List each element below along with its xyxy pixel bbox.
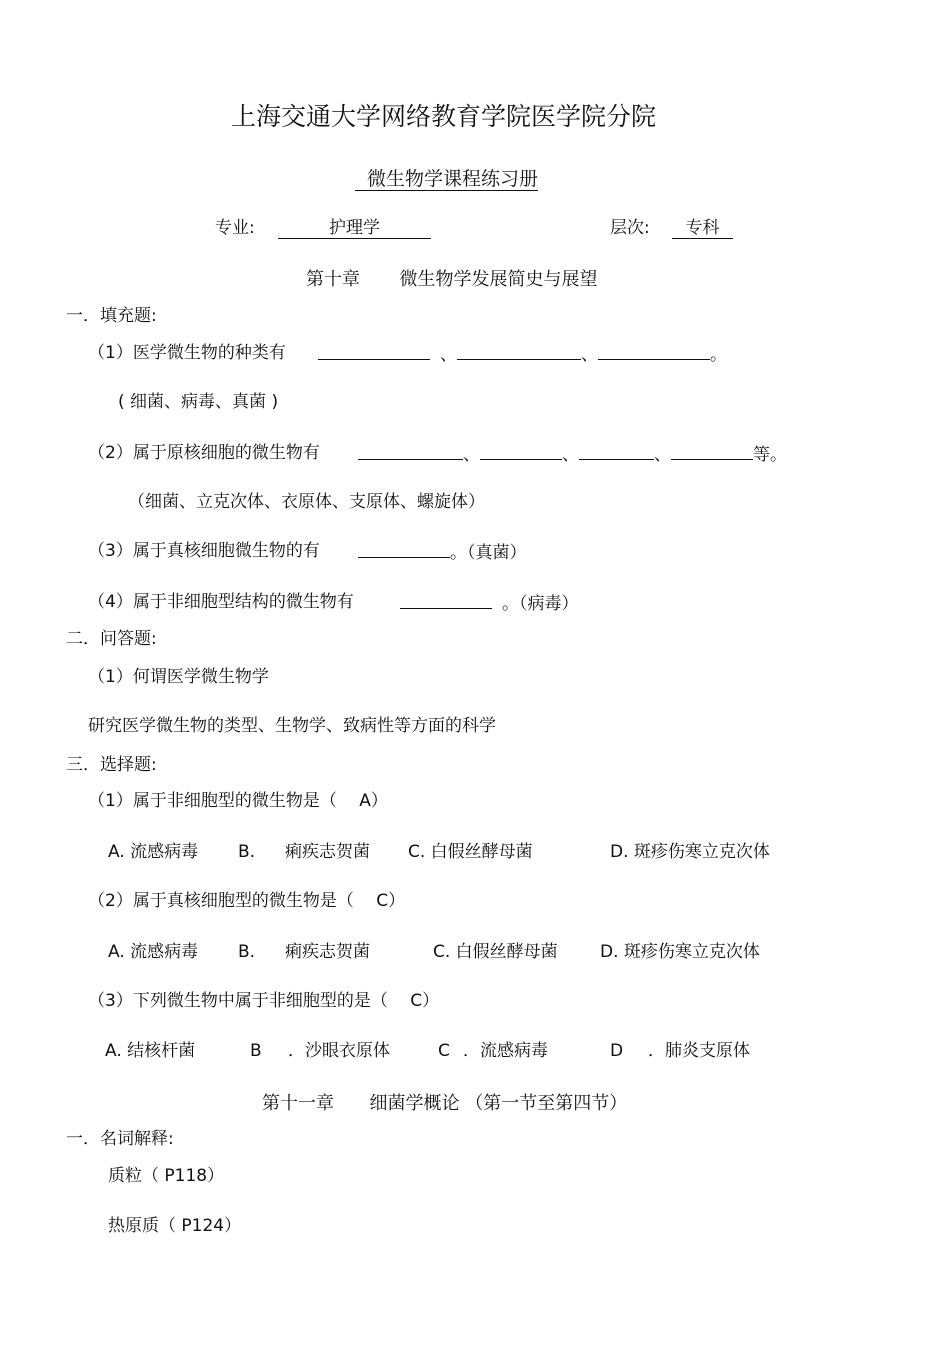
choice-2-option-b-text: 痢疾志贺菌 (285, 942, 370, 962)
choice-3-option-d-text: ．肺炎支原体 (648, 1041, 750, 1061)
fill-answer-2: （细菌、立克次体、衣原体、支原体、螺旋体） (128, 492, 485, 512)
page-subtitle (355, 167, 538, 191)
section-fill-in: 一．填充题: (66, 306, 157, 326)
suffix: 等。 (753, 445, 787, 465)
answer-blank (480, 443, 562, 460)
separator: 、 (440, 345, 457, 365)
term-plasmid: 质粒（ P118） (108, 1166, 225, 1186)
separator: 、 (463, 445, 480, 465)
choice-2-option-a: A. 流感病毒 (108, 942, 199, 962)
section-qa: 二．问答题: (66, 629, 157, 649)
choice-1-option-d: D. 斑疹伤寒立克次体 (610, 842, 770, 862)
fill-question-1-blanks (318, 343, 727, 365)
choice-1-option-c: C. 白假丝酵母菌 (408, 842, 533, 862)
choice-3-option-c: C (438, 1041, 450, 1061)
separator: 、 (581, 345, 598, 365)
choice-2-option-d: D. 斑疹伤寒立克次体 (600, 942, 760, 962)
answer-blank (671, 443, 753, 460)
chapter11-number: 第十一章 (262, 1093, 334, 1114)
fill-answer-3: 。（真菌） (450, 543, 527, 563)
fill-answer-1: ( 细菌、病毒、真菌 ) (118, 392, 279, 412)
answer-blank (400, 592, 492, 609)
choice-3-option-a: A. 结核杆菌 (105, 1041, 196, 1061)
page-title: 上海交通大学网络教育学院医学院分院 (231, 102, 657, 131)
fill-question-3-blanks (358, 541, 527, 563)
fill-question-2-blanks (358, 443, 787, 465)
answer-blank (358, 541, 450, 558)
chapter10-title-text: 微生物学发展简史与展望 (399, 269, 598, 290)
answer-blank (598, 343, 710, 360)
section-choice: 三．选择题: (66, 755, 157, 775)
choice-2-option-c: C. 白假丝酵母菌 (433, 942, 558, 962)
choice-3-option-d: D (610, 1041, 624, 1061)
choice-1-option-b: B. (238, 842, 256, 862)
section-terms: 一．名词解释: (66, 1129, 174, 1149)
chapter11-title-text: 细菌学概论 （第一节至第四节） (369, 1093, 628, 1114)
fill-question-1: （1）医学微生物的种类有 (88, 343, 286, 363)
choice-2-option-b: B. (238, 942, 256, 962)
choice-3-option-c-text: ．流感病毒 (463, 1041, 548, 1061)
choice-1-option-b-text: 痢疾志贺菌 (285, 842, 370, 862)
chapter10-heading (306, 269, 597, 291)
choice-3-option-b: B (250, 1041, 262, 1061)
fill-question-4: （4）属于非细胞型结构的微生物有 (88, 592, 354, 612)
qa-answer-1: 研究医学微生物的类型、生物学、致病性等方面的科学 (88, 716, 496, 736)
fill-question-2: （2）属于原核细胞的微生物有 (88, 443, 320, 463)
level-value: 专科 (672, 218, 733, 239)
chapter10-number: 第十章 (306, 269, 360, 290)
answer-blank (318, 343, 430, 360)
separator: 、 (654, 445, 671, 465)
choice-1-option-a: A. 流感病毒 (108, 842, 199, 862)
period: 。 (710, 345, 727, 365)
term-pyrogen: 热原质（ P124） (108, 1216, 242, 1236)
major-value: 护理学 (278, 218, 431, 239)
choice-question-2: （2）属于真核细胞型的微生物是（ C） (88, 891, 406, 911)
separator: 、 (562, 445, 579, 465)
subtitle-text: 微生物学课程练习册 (355, 168, 538, 191)
choice-question-1: （1）属于非细胞型的微生物是（ A） (88, 791, 388, 811)
major-label: 专业: (215, 218, 255, 238)
answer-blank (457, 343, 581, 360)
answer-blank (579, 443, 654, 460)
chapter11-heading (262, 1093, 627, 1115)
fill-question-4-blanks (400, 592, 579, 614)
answer-blank (358, 443, 463, 460)
choice-question-3: （3）下列微生物中属于非细胞型的是（ C） (88, 991, 440, 1011)
qa-question-1: （1）何谓医学微生物学 (88, 667, 269, 687)
fill-question-3: （3）属于真核细胞微生物的有 (88, 541, 320, 561)
level-label: 层次: (610, 218, 650, 238)
choice-3-option-b-text: ．沙眼衣原体 (288, 1041, 390, 1061)
fill-answer-4: 。（病毒） (502, 594, 579, 614)
